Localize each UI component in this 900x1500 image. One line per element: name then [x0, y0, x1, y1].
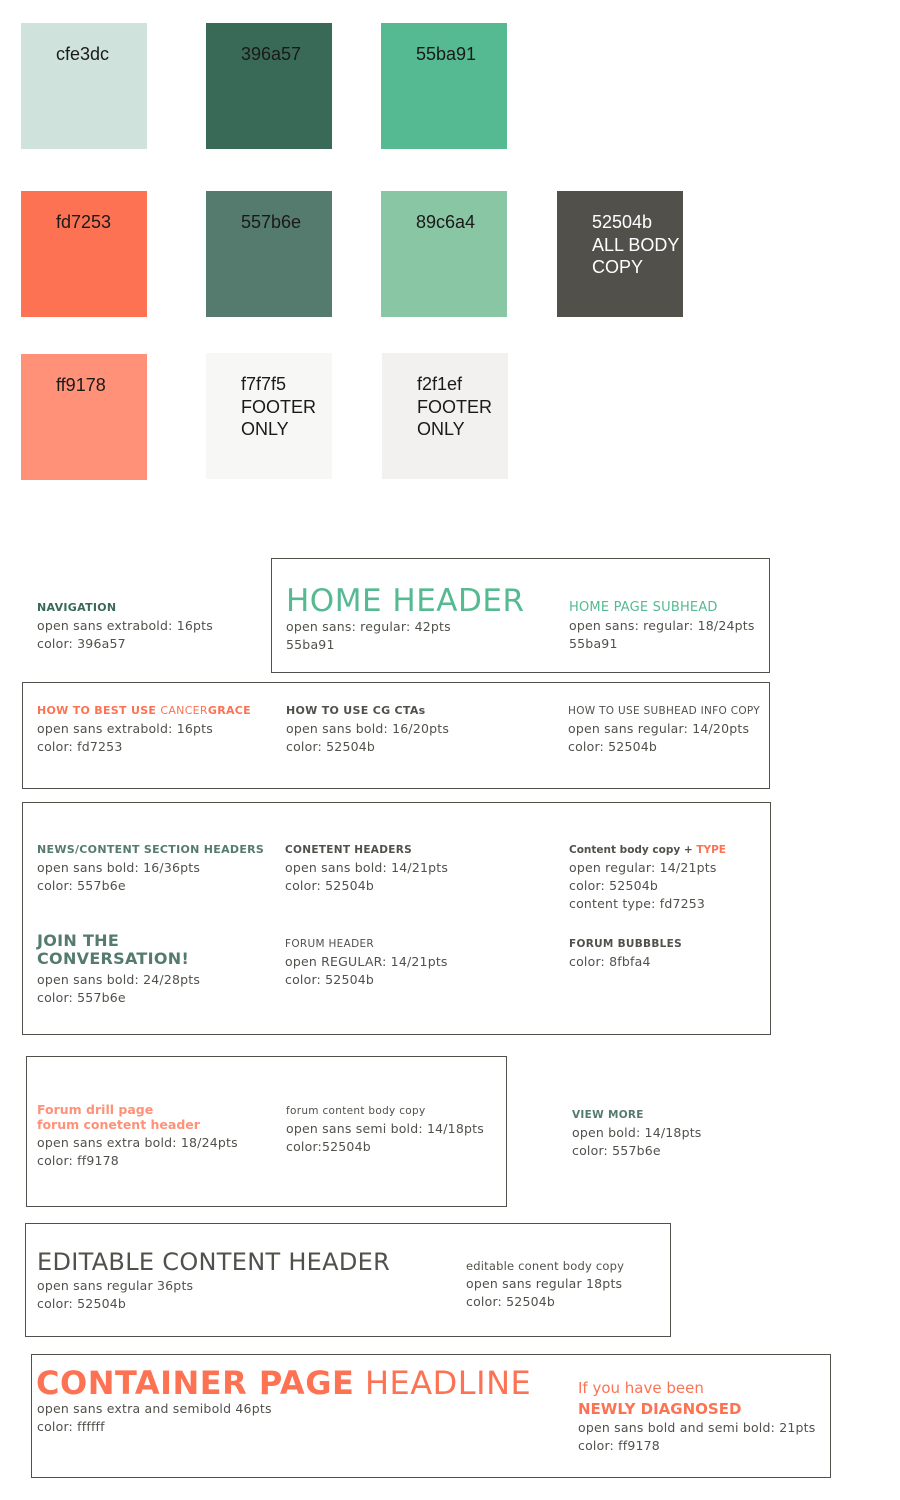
join-line-1: JOIN THE: [37, 931, 120, 950]
news-headers-title: NEWS/CONTENT SECTION HEADERS: [37, 843, 265, 856]
swatch-label: 52504b ALL BODY COPY: [592, 212, 680, 277]
forum-drill-line-1: Forum drill page: [37, 1102, 154, 1117]
home-subhead-spec: [569, 599, 755, 653]
swatch-89c6a4: [381, 191, 507, 317]
news-headers-spec: [37, 841, 264, 895]
join-line-2: CONVERSATION!: [37, 949, 190, 968]
swatch-label: fd7253: [56, 212, 112, 232]
container-headline-font: open sans extra and semibold 46pts: [37, 1401, 272, 1416]
editable-header-font: open sans regular 36pts: [37, 1278, 194, 1293]
editable-body-color: color: 52504b: [466, 1294, 556, 1309]
container-headline-bold: CONTAINER PAGE: [36, 1364, 355, 1402]
subhead-info-title: HOW TO USE SUBHEAD INFO COPY: [568, 705, 761, 717]
forum-body-color: color:52504b: [286, 1139, 371, 1154]
forum-drill-font: open sans extra bold: 18/24pts: [37, 1135, 238, 1150]
content-body-font: open regular: 14/21pts: [569, 860, 717, 875]
home-header-color: 55ba91: [286, 637, 335, 652]
editable-body-font: open sans regular 18pts: [466, 1276, 623, 1291]
container-headline-light: HEADLINE: [354, 1364, 532, 1402]
cta-title: HOW TO USE CG CTAs: [286, 704, 426, 717]
navigation-spec: [37, 599, 213, 653]
content-body-spec: [569, 841, 726, 913]
swatch-52504b: [557, 191, 683, 317]
news-headers-font: open sans bold: 16/36pts: [37, 860, 201, 875]
editable-header-color: color: 52504b: [37, 1296, 127, 1311]
editable-body-spec: [466, 1257, 624, 1311]
editable-body-title: editable conent body copy: [466, 1259, 625, 1273]
forum-drill-line-2: forum conetent header: [37, 1117, 200, 1132]
forum-drill-color: color: ff9178: [37, 1153, 119, 1168]
how-to-title-grace: GRACE: [207, 704, 251, 717]
swatch-f2f1ef: [382, 353, 508, 479]
forum-bubbles-spec: [569, 935, 682, 971]
forum-header-spec: [285, 935, 448, 989]
forum-drill-spec: [37, 1134, 238, 1170]
view-more-spec: [572, 1106, 702, 1160]
swatch-55ba91: [381, 23, 507, 149]
subhead-info-color: color: 52504b: [568, 739, 658, 754]
subhead-info-spec: [568, 702, 760, 756]
newly-diagnosed-line-2: NEWLY DIAGNOSED: [578, 1400, 742, 1418]
swatch-label: 89c6a4: [416, 212, 476, 232]
swatch-label: ff9178: [56, 375, 106, 395]
home-header-font: open sans: regular: 42pts: [286, 619, 451, 634]
home-subhead-font: open sans: regular: 18/24pts: [569, 618, 755, 633]
content-body-title: [569, 841, 726, 859]
view-more-title: VIEW MORE: [572, 1109, 644, 1121]
forum-bubbles-color: color: 8fbfa4: [569, 954, 651, 969]
cta-spec: [286, 702, 449, 756]
swatch-396a57: [206, 23, 332, 149]
swatch-label: f2f1ef FOOTER ONLY: [417, 374, 492, 439]
forum-bubbles-title: FORUM BUBBBLES: [569, 938, 682, 950]
how-to-font: open sans extrabold: 16pts: [37, 721, 213, 736]
cta-color: color: 52504b: [286, 739, 376, 754]
swatch-label: 557b6e: [241, 212, 302, 232]
forum-header-title: FORUM HEADER: [285, 938, 375, 950]
container-headline-spec: [37, 1400, 272, 1436]
swatch-557b6e: [206, 191, 332, 317]
content-headers-font: open sans bold: 14/21pts: [285, 860, 449, 875]
how-to-title: [37, 702, 251, 720]
navigation-color: color: 396a57: [37, 636, 126, 651]
editable-header-spec: [37, 1277, 193, 1313]
content-body-type: content type: fd7253: [569, 896, 706, 911]
container-headline: [36, 1362, 531, 1404]
swatch-label: cfe3dc: [56, 44, 110, 64]
forum-body-title: forum content body copy: [286, 1105, 426, 1117]
content-headers-title: CONETENT HEADERS: [285, 844, 412, 856]
join-conversation-title: [37, 932, 189, 968]
newly-diagnosed-color: color: ff9178: [578, 1438, 660, 1453]
how-to-color: color: fd7253: [37, 739, 123, 754]
content-headers-color: color: 52504b: [285, 878, 375, 893]
swatch-label: f7f7f5 FOOTER ONLY: [241, 374, 316, 439]
container-headline-color: color: ffffff: [37, 1419, 105, 1434]
forum-header-color: color: 52504b: [285, 972, 375, 987]
forum-header-font: open REGULAR: 14/21pts: [285, 954, 448, 969]
forum-drill-title: [37, 1102, 200, 1132]
join-font: open sans bold: 24/28pts: [37, 972, 201, 987]
navigation-font: open sans extrabold: 16pts: [37, 618, 213, 633]
content-body-title-type: TYPE: [696, 844, 726, 856]
news-headers-color: color: 557b6e: [37, 878, 126, 893]
swatch-fd7253: [21, 191, 147, 317]
home-subhead-title: HOME PAGE SUBHEAD: [569, 600, 718, 615]
how-to-title-part1: HOW TO BEST USE: [37, 704, 161, 717]
newly-diagnosed-font: open sans bold and semi bold: 21pts: [578, 1420, 816, 1435]
content-body-title-text: Content body copy +: [569, 844, 697, 856]
view-more-font: open bold: 14/18pts: [572, 1125, 702, 1140]
home-subhead-color: 55ba91: [569, 636, 618, 651]
swatch-f7f7f5: [206, 353, 332, 479]
newly-diagnosed-title: [578, 1378, 741, 1420]
how-to-title-cancer: CANCER: [160, 704, 208, 717]
swatch-label: 396a57: [241, 44, 302, 64]
cta-font: open sans bold: 16/20pts: [286, 721, 450, 736]
subhead-info-font: open sans regular: 14/20pts: [568, 721, 750, 736]
swatch-cfe3dc: [21, 23, 147, 149]
content-body-color: color: 52504b: [569, 878, 659, 893]
forum-body-font: open sans semi bold: 14/18pts: [286, 1121, 484, 1136]
home-header-title: HOME HEADER: [286, 583, 525, 619]
navigation-title: NAVIGATION: [37, 601, 117, 614]
join-conversation-spec: [37, 971, 200, 1007]
swatch-ff9178: [21, 354, 147, 480]
view-more-color: color: 557b6e: [572, 1143, 661, 1158]
content-headers-spec: [285, 841, 448, 895]
newly-diagnosed-line-1: If you have been: [578, 1379, 704, 1397]
forum-body-spec: [286, 1102, 484, 1156]
how-to-spec: [37, 702, 251, 756]
editable-header-title: EDITABLE CONTENT HEADER: [37, 1248, 391, 1276]
newly-diagnosed-spec: [578, 1419, 815, 1455]
join-color: color: 557b6e: [37, 990, 126, 1005]
home-header-spec: [286, 618, 451, 654]
swatch-label: 55ba91: [416, 44, 477, 64]
